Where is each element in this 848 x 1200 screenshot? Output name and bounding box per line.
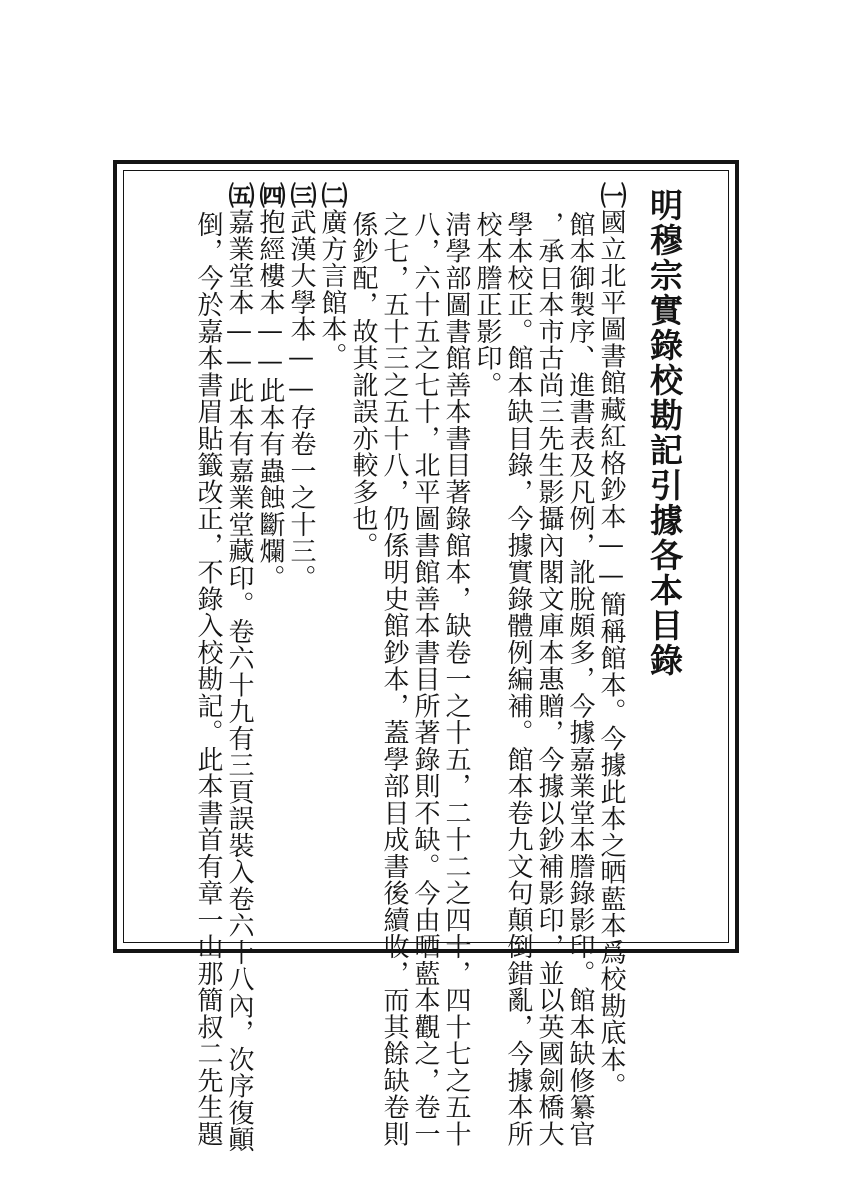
column-text: 校本謄正影印。 [472,211,502,399]
list-marker-3: ㈢ [286,182,316,209]
text-column-10 [316,182,347,912]
column-text: 武漢大學本——存卷一之十三。 [286,208,316,592]
text-column-7 [409,182,440,1148]
column-text: 淸學部圖書館善本書目著錄館本，缺卷一之十五，二十二之四十，四十七之五十 [441,211,471,1148]
list-marker-1: ㈠ [596,182,626,209]
text-column-8 [378,182,409,1148]
text-column-3 [533,182,564,1148]
text-column-13 [223,182,254,1153]
column-text: 係鈔配，故其訛誤亦較多也。 [348,211,378,559]
document-page [128,182,686,1153]
text-column-9 [347,182,378,912]
column-text: 之七，五十三之五十八，仍係明史館鈔本，蓋學部目成書後續收，而其餘缺卷則 [379,211,409,1148]
list-marker-5: ㈤ [224,182,254,209]
column-text: 抱經樓本——此本有蟲蝕斷爛。 [255,208,285,592]
text-column-6 [440,182,471,1148]
column-text: ，承日本市古尚三先生影攝內閣文庫本惠贈，今據以鈔補影印，並以英國劍橋大 [534,211,564,1148]
column-text: 八，六十五之七十，北平圖書館善本書目所著錄則不缺。今由晒藍本觀之，卷一 [410,211,440,1148]
column-text: 嘉業堂本——此本有嘉業堂藏印。卷六十九有三頁誤裝入卷六十八內，次序復顚 [224,208,254,1153]
column-text: 學本校正。館本缺目錄，今據實錄體例編補。館本卷九文句顛倒錯亂，今據本所 [503,211,533,1148]
column-text: 廣方言館本。 [317,208,347,370]
text-column-2 [564,182,595,1148]
document-title: 明穆宗實錄校勘記引據各本目錄 [645,188,684,678]
list-marker-4: ㈣ [255,182,285,209]
text-column-1 [595,182,626,1100]
list-marker-2: ㈡ [317,182,347,209]
text-column-11 [285,182,316,912]
column-text: 國立北平圖書館藏紅格鈔本——簡稱館本。今據此本之晒藍本爲校勘底本。 [596,208,626,1100]
column-text: 倒，今於嘉本書眉貼籤改正，不錄入校勘記。此本書首有章一山那簡叔二先生題 [193,211,223,1148]
text-column-12 [254,182,285,912]
text-column-14 [192,182,223,1148]
text-column-5 [471,182,502,912]
column-text: 館本御製序、進書表及凡例，訛脫頗多，今據嘉業堂本謄錄影印。館本缺修纂官 [565,211,595,1148]
text-column-4 [502,182,533,1148]
